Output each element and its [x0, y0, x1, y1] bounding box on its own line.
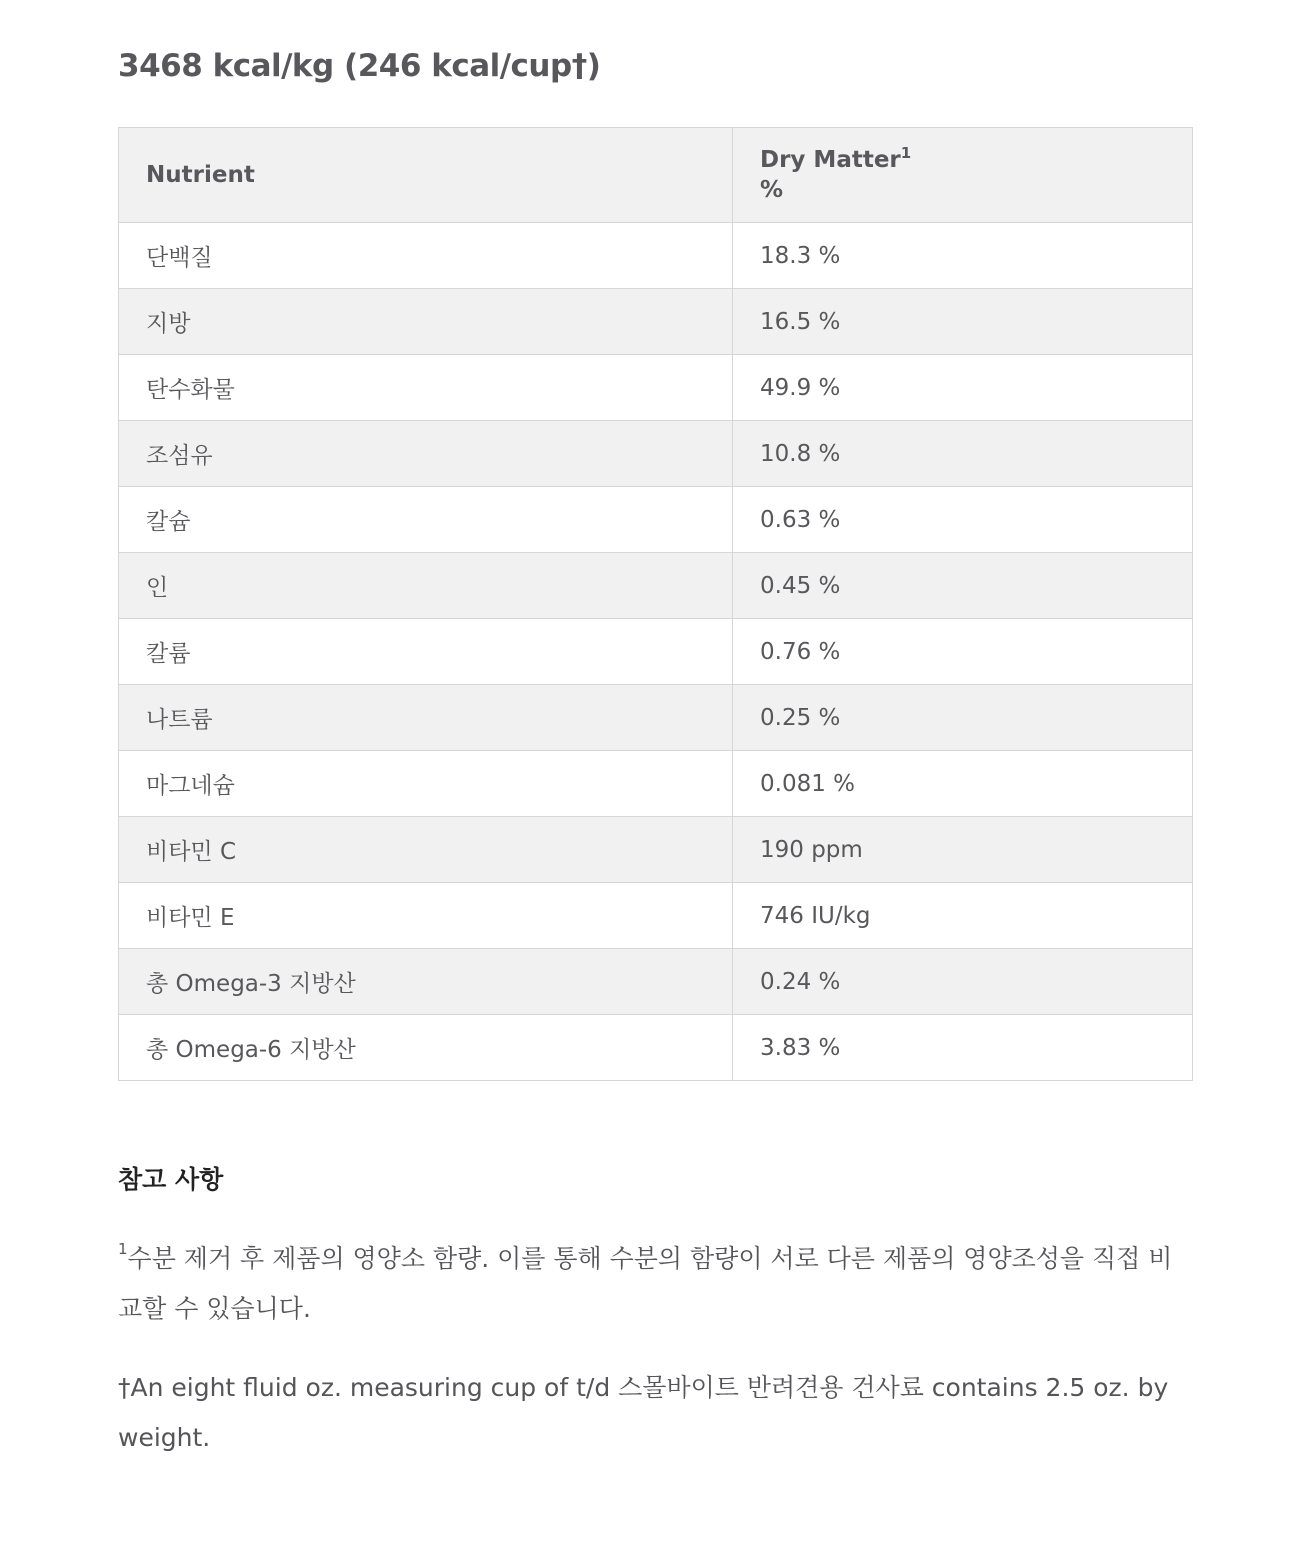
- nutrient-value-cell: 0.63 %: [733, 487, 1193, 553]
- table-row: [119, 685, 1193, 751]
- nutrient-name-cell: 칼슘: [119, 487, 733, 553]
- nutrient-value-cell: 18.3 %: [733, 223, 1193, 289]
- table-row: [119, 223, 1193, 289]
- nutrient-value-cell: 0.76 %: [733, 619, 1193, 685]
- nutrient-value-cell: 16.5 %: [733, 289, 1193, 355]
- table-row: [119, 619, 1193, 685]
- table-row: [119, 355, 1193, 421]
- header-dry-matter-unit: %: [760, 177, 784, 203]
- table-row: [119, 1015, 1193, 1081]
- nutrient-value-cell: 3.83 %: [733, 1015, 1193, 1081]
- nutrient-value-cell: 0.24 %: [733, 949, 1193, 1015]
- nutrient-name-cell: 총 Omega-3 지방산: [119, 949, 733, 1015]
- header-dry-matter-footnote-marker: 1: [900, 144, 912, 162]
- calorie-heading: 3468 kcal/kg (246 kcal/cup†): [118, 48, 601, 84]
- footnote-1-marker: 1: [118, 1240, 128, 1258]
- table-row: [119, 289, 1193, 355]
- header-dry-matter-label: Dry Matter: [760, 147, 901, 173]
- nutrient-value-cell: 0.25 %: [733, 685, 1193, 751]
- header-dry-matter: [733, 128, 1193, 223]
- nutrient-name-cell: 탄수화물: [119, 355, 733, 421]
- table-row: [119, 487, 1193, 553]
- nutrient-name-cell: 칼륨: [119, 619, 733, 685]
- table-row: [119, 751, 1193, 817]
- nutrient-value-cell: 10.8 %: [733, 421, 1193, 487]
- nutrient-name-cell: 비타민 C: [119, 817, 733, 883]
- nutrient-name-cell: 인: [119, 553, 733, 619]
- nutrient-value-cell: 190 ppm: [733, 817, 1193, 883]
- nutrient-name-cell: 단백질: [119, 223, 733, 289]
- footnote-1-text: 수분 제거 후 제품의 영양소 함량. 이를 통해 수분의 함량이 서로 다른 제품의 영양조성을 직접 비교할 수 있습니다.: [118, 1244, 1173, 1323]
- nutrient-name-cell: 조섬유: [119, 421, 733, 487]
- table-row: [119, 421, 1193, 487]
- nutrient-value-cell: 0.081 %: [733, 751, 1193, 817]
- nutrient-name-cell: 마그네슘: [119, 751, 733, 817]
- nutrient-name-cell: 비타민 E: [119, 883, 733, 949]
- table-header-row: [119, 128, 1193, 223]
- table-row: [119, 949, 1193, 1015]
- nutrient-value-cell: 49.9 %: [733, 355, 1193, 421]
- footnote-cup: †An eight fluid oz. measuring cup of t/d 스몰바이트 반려견용 건사료 contains 2.5 oz. by weight.: [118, 1373, 1169, 1452]
- table-row: [119, 817, 1193, 883]
- nutrient-value-cell: 746 IU/kg: [733, 883, 1193, 949]
- nutrient-name-cell: 지방: [119, 289, 733, 355]
- nutrient-table: [118, 127, 1193, 1081]
- notes-heading: 참고 사항: [118, 1165, 224, 1194]
- nutrient-value-cell: 0.45 %: [733, 553, 1193, 619]
- nutrient-rows: [119, 223, 1193, 1081]
- table-row: [119, 553, 1193, 619]
- header-nutrient: Nutrient: [119, 128, 733, 223]
- nutrient-name-cell: 총 Omega-6 지방산: [119, 1015, 733, 1081]
- nutrient-name-cell: 나트륨: [119, 685, 733, 751]
- table-row: [119, 883, 1193, 949]
- footnote-1: [118, 1234, 1192, 1334]
